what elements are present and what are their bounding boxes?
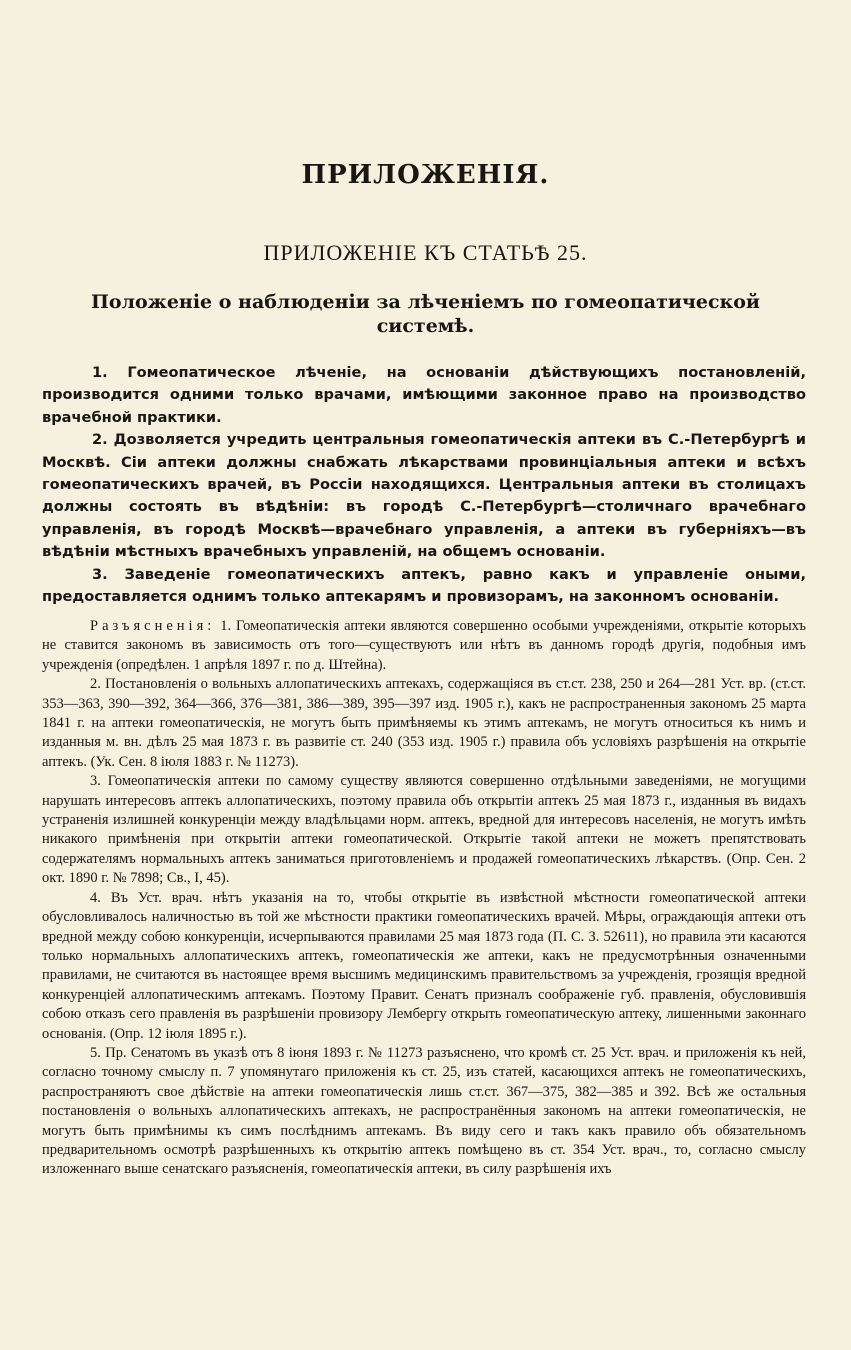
article-paragraph: 2. Дозволяется учредить центральныя гомеопатическія аптеки въ С.-Петербургѣ и Москвѣ. Сіи аптеки должны снабжать лѣкарствами провинціальныя аптеки и всѣхъ гомеопатическихъ врачей, въ Россіи находящихся. Центральныя аптеки въ столицахъ должны состоять въ вѣдѣніи: въ городѣ С.-Петербургѣ—столичнаго врачебнаго управленія, въ городѣ Москвѣ—врачебнаго управленія, а аптеки въ губерніяхъ—въ вѣдѣніи мѣстныхъ врачебныхъ управленій, на общемъ основаніи. (42, 431, 806, 561)
clarification-paragraph (42, 617, 806, 675)
articles-block (42, 362, 806, 608)
section-title: ПРИЛОЖЕНІЯ. (301, 160, 550, 190)
clarification-paragraph: 5. Пр. Сенатомъ въ указѣ отъ 8 іюня 1893 г. № 11273 разъяснено, что кромѣ ст. 25 Уст. врач. и приложенія къ ней, согласно точному смыслу п. 7 упомянутаго приложенія къ ст. 25, изъ статей, касающихся аптекъ не гомеопатическихъ, распространяютъ свое дѣйствіе на аптеки гомеопатическія лишь ст.ст. 367—375, 382—385 и 392. Всѣ же остальныя постановленія о вольныхъ аллопатическихъ аптекахъ, не распространённыя закономъ на аптеки гомеопатическія, не могутъ быть примѣнимы къ симъ послѣднимъ аптекамъ. Въ виду сего и такъ какъ правило объ обязательномъ предварительномъ осмотрѣ разрѣшенныхъ къ открытію аптекъ помѣщено въ ст. 354 Уст. врач., то, согласно смыслу изложеннаго выше сенатскаго разъясненія, гомеопатическія аптеки, въ силу разрѣшенія ихъ (42, 1044, 806, 1178)
regulation-title: Положеніе о наблюденіи за лѣченіемъ по гомеопатической системѣ. (90, 291, 761, 337)
article-paragraph: 1. Гомеопатическое лѣченіе, на основаніи дѣйствующихъ постановленій, производится одними только врачами, имѣющими законное право на производство врачебной практики. (42, 364, 806, 426)
clarification-paragraph: 2. Постановленія о вольныхъ аллопатическихъ аптекахъ, содержащіяся въ ст.ст. 238, 250 и 264—281 Уст. вр. (ст.ст. 353—363, 390—392, 364—366, 376—381, 386—389, 395—397 изд. 1905 г.), какъ не распространенныя закономъ 25 марта 1841 г. на аптеки гомеопатическія, не могутъ быть примѣняемы къ этимъ аптекамъ, не могутъ относиться къ нимъ и изданныя м. вн. дѣлъ 25 мая 1873 г. въ развитіе ст. 240 (353 изд. 1905 г.) правила объ условіяхъ разрѣшенія на открытіе аптекъ. (Ук. Сен. 8 іюля 1883 г. № 11273). (42, 676, 806, 770)
appendix-title: ПРИЛОЖЕНІЕ КЪ СТАТЬѢ 25. (263, 240, 588, 265)
clarification-paragraph: 4. Въ Уст. врач. нѣтъ указанія на то, чтобы открытіе въ извѣстной мѣстности гомеопатической аптеки обусловливалось наличностью въ той же мѣстности практики гомеопатическихъ врачей. Мѣры, ограждающія аптеки отъ вредной между собою конкуренціи, исчерпываются правилами 25 мая 1873 года (П. С. З. 52611), но правила эти касаются только нормальныхъ аллопатическихъ аптекъ, гомеопатическія же аптеки, какъ не предусмотрѣнныя означенными правилами, не считаются въ настоящее время высшимъ медицинскимъ правительствомъ за учрежденія, грозящія вредной конкуренціей аллопатическимъ аптекамъ. Поэтому Правит. Сенатъ призналъ соображеніе губ. правленія, обусловившія собою отказъ сего правленія въ разрѣшеніи провизору Лембергу открыть гомеопатическую аптеку, лишенными законнаго основанія. (Опр. 12 іюля 1895 г.). (42, 889, 806, 1042)
clarifications-heading: Разъясненія: (90, 618, 216, 634)
clarification-text: 1. Гомеопатическія аптеки являются совершенно особыми учрежденіями, открытіе которыхъ не ставится закономъ въ зависимость отъ того—существуютъ или нѣтъ въ данномъ городѣ другія, подобныя имъ учрежденія (опредѣлен. 1 апрѣля 1897 г. по д. Штейна). (42, 618, 806, 673)
article-paragraph: 3. Заведеніе гомеопатическихъ аптекъ, равно какъ и управленіе оными, предоставляется однимъ только аптекарямъ и провизорамъ, на законномъ основаніи. (42, 565, 806, 606)
clarifications-block (42, 617, 806, 1180)
clarification-paragraph: 3. Гомеопатическія аптеки по самому существу являются совершенно отдѣльными заведеніями, не могущими нарушать интересовъ аптекъ аллопатическихъ, поэтому правила объ открытіи аптекъ 25 мая 1873 г., изданныя въ видахъ устраненія излишней конкуренціи между владѣльцами норм. аптекъ, вредной для интересовъ населенія, не могутъ имѣть никакого примѣненія при открытіи аптеки гомеопатической. Открытіе такой аптеки не можетъ препятствовать содержателямъ нормальныхъ аптекъ заниматься приготовленіемъ и продажей гомеопатическихъ лѣкарствъ. (Опр. Сен. 2 окт. 1890 г. № 7898; Св., I, 45). (42, 773, 806, 887)
